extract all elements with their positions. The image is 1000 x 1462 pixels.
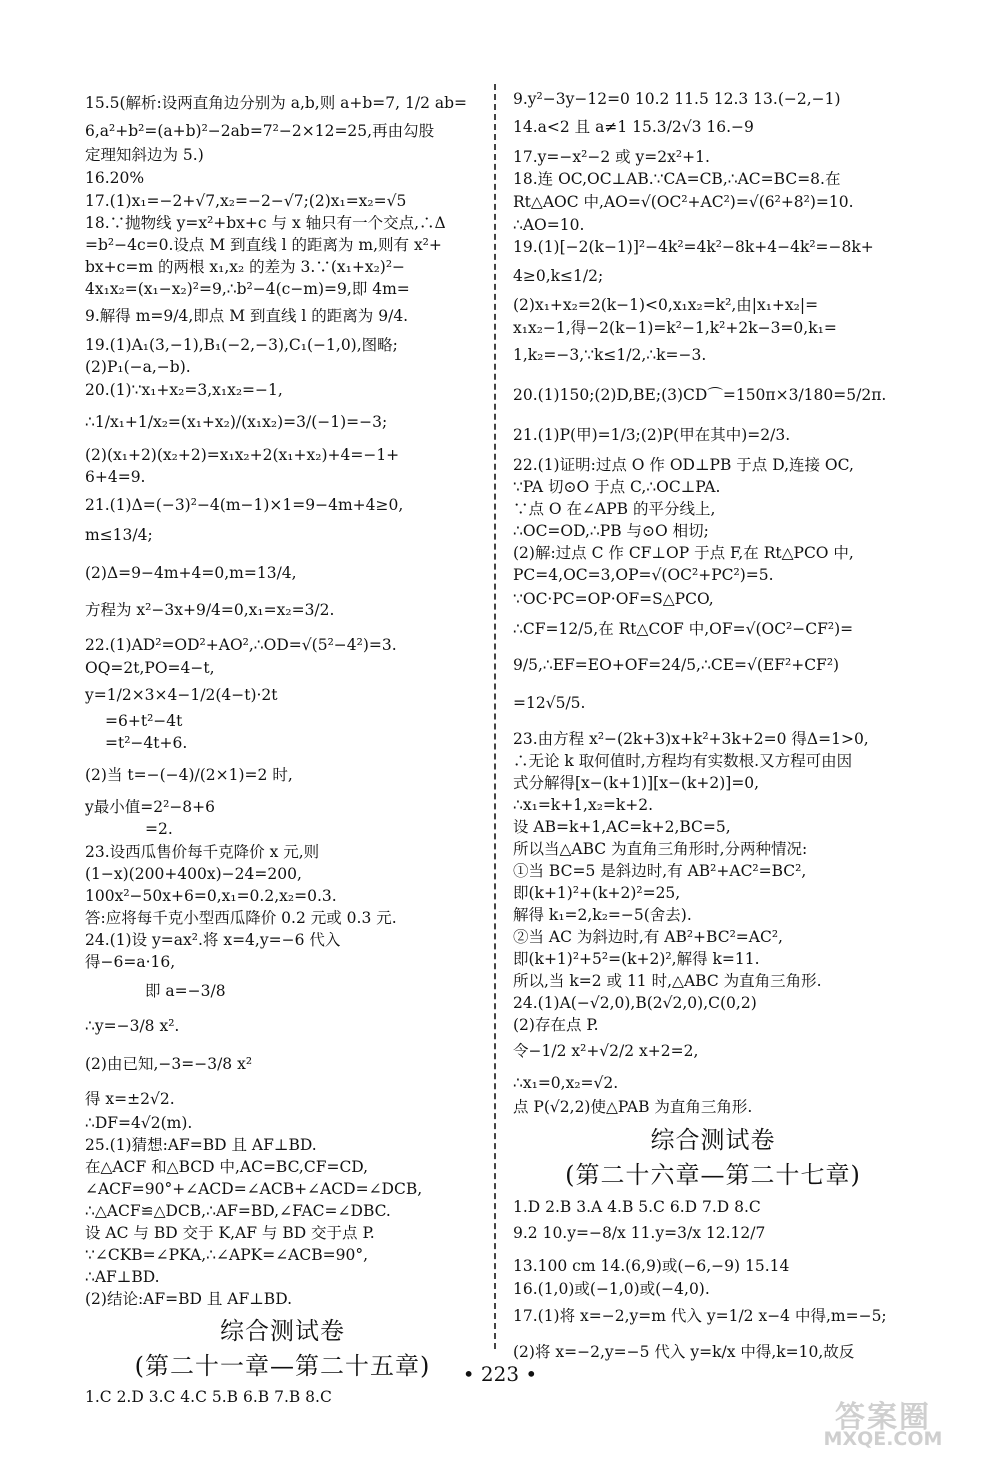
answer-line: 21.(1)Δ=(−3)²−4(m−1)×1=9−4m+4≥0, [85, 496, 404, 514]
answer-line: 15.5(解析:设两直角边分别为 a,b,则 a+b=7, 1/2 ab= [85, 94, 468, 112]
answer-line: ∴DF=4√2(m). [85, 1114, 193, 1132]
answer-line: 17.(1)将 x=−2,y=m 代入 y=1/2 x−4 中得,m=−5; [513, 1307, 887, 1325]
answer-line: bx+c=m 的两根 x₁,x₂ 的差为 3.∵(x₁+x₂)²− [85, 258, 406, 276]
answer-line: ②当 AC 为斜边时,有 AB²+BC²=AC², [513, 928, 783, 946]
answer-line: ①当 BC=5 是斜边时,有 AB²+AC²=BC², [513, 862, 807, 880]
answer-line: (2)Δ=9−4m+4=0,m=13/4, [85, 564, 297, 582]
answer-line: (2)将 x=−2,y=−5 代入 y=k/x 中得,k=10,故反 [513, 1343, 855, 1361]
answer-line: PC=4,OC=3,OP=√(OC²+PC²)=5. [513, 566, 774, 584]
watermark-url: MXQE.COM [823, 1428, 943, 1450]
answer-line: 式分解得[x−(k+1)][x−(k+2)]=0, [513, 774, 760, 792]
answer-line: 19.(1)[−2(k−1)]²−4k²=4k²−8k+4−4k²=−8k+ [513, 238, 874, 256]
answer-line: 18.连 OC,OC⊥AB.∵CA=CB,∴AC=BC=8.在 [513, 170, 841, 188]
answer-line: 即(k+1)²+5²=(k+2)²,解得 k=11. [513, 950, 760, 968]
answer-line: 100x²−50x+6=0,x₁=0.2,x₂=0.3. [85, 887, 337, 905]
answer-line: 16.20% [85, 169, 145, 187]
answer-line: 22.(1)证明:过点 O 作 OD⊥PB 于点 D,连接 OC, [513, 456, 854, 474]
answer-line: ∴1/x₁+1/x₂=(x₁+x₂)/(x₁x₂)=3/(−1)=−3; [85, 413, 388, 431]
answer-line: 在△ACF 和△BCD 中,AC=BC,CF=CD, [85, 1158, 369, 1176]
answer-line: Rt△AOC 中,AO=√(OC²+AC²)=√(6²+8²)=10. [513, 193, 854, 211]
answer-line: (2)解:过点 C 作 CF⊥OP 于点 F,在 Rt△PCO 中, [513, 544, 854, 562]
answer-line: (2)P₁(−a,−b). [85, 358, 191, 376]
answer-line: 得 x=±2√2. [85, 1090, 175, 1108]
answer-line: 6+4=9. [85, 468, 146, 486]
answer-line: 23.由方程 x²−(2k+3)x+k²+3k+2=0 得Δ=1>0, [513, 730, 869, 748]
answer-line: ∴△ACF≌△DCB,∴AF=BD,∠FAC=∠DBC. [85, 1202, 391, 1220]
answer-line: 设 AB=k+1,AC=k+2,BC=5, [513, 818, 731, 836]
answer-line: ∴CF=12/5,在 Rt△COF 中,OF=√(OC²−CF²)= [513, 620, 854, 638]
section-heading: 综合测试卷 [650, 1126, 776, 1154]
answer-line: 9.解得 m=9/4,即点 M 到直线 l 的距离为 9/4. [85, 307, 409, 325]
answer-line: (2)(x₁+2)(x₂+2)=x₁x₂+2(x₁+x₂)+4=−1+ [85, 446, 400, 464]
answer-line: 16.(1,0)或(−1,0)或(−4,0). [513, 1280, 710, 1298]
answer-line: 即 a=−3/8 [145, 982, 226, 1000]
answer-line: ∵∠CKB=∠PKA,∴∠APK=∠ACB=90°, [85, 1246, 369, 1264]
answer-line: ∵点 O 在∠APB 的平分线上, [513, 500, 716, 518]
answer-line: ∵OC·PC=OP·OF=S△PCO, [513, 590, 714, 608]
answer-line: 25.(1)猜想:AF=BD 且 AF⊥BD. [85, 1136, 317, 1154]
answer-line: 方程为 x²−3x+9/4=0,x₁=x₂=3/2. [85, 601, 335, 619]
answer-line: 所以,当 k=2 或 11 时,△ABC 为直角三角形. [513, 972, 822, 990]
answer-line: (1−x)(200+400x)−24=200, [85, 865, 302, 883]
answer-line: =12√5/5. [513, 694, 586, 712]
answer-line: ∴AO=10. [513, 216, 585, 234]
section-heading: 综合测试卷 [220, 1317, 345, 1345]
answer-line: =2. [145, 820, 173, 838]
answer-line: 所以当△ABC 为直角三角形时,分两种情况: [513, 840, 808, 858]
answer-line: 19.(1)A₁(3,−1),B₁(−2,−3),C₁(−1,0),图略; [85, 336, 398, 354]
answer-line: ∴AF⊥BD. [85, 1268, 160, 1286]
answer-line: 18.∵抛物线 y=x²+bx+c 与 x 轴只有一个交点,∴Δ [85, 214, 446, 232]
answer-line: 1.D 2.B 3.A 4.B 5.C 6.D 7.D 8.C [513, 1198, 761, 1216]
answer-line: 点 P(√2,2)使△PAB 为直角三角形. [513, 1098, 753, 1116]
answer-line: 解得 k₁=2,k₂=−5(舍去). [513, 906, 692, 924]
answer-line: 9.y²−3y−12=0 10.2 11.5 12.3 13.(−2,−1) [513, 90, 841, 108]
answer-line: 即(k+1)²+(k+2)²=25, [513, 884, 681, 902]
answer-line: 答:应将每千克小型西瓜降价 0.2 元或 0.3 元. [85, 909, 397, 927]
answer-line: 得−6=a·16, [85, 953, 176, 971]
answer-line: 17.y=−x²−2 或 y=2x²+1. [513, 148, 710, 166]
answer-line: 1.C 2.D 3.C 4.C 5.B 6.B 7.B 8.C [85, 1388, 332, 1406]
answer-line: 13.100 cm 14.(6,9)或(−6,−9) 15.14 [513, 1257, 790, 1275]
column-divider [494, 84, 496, 1349]
answer-line: ∴OC=OD,∴PB 与⊙O 相切; [513, 522, 709, 540]
answer-line: 20.(1)∵x₁+x₂=3,x₁x₂=−1, [85, 381, 283, 399]
answer-line: =t²−4t+6. [105, 734, 188, 752]
answer-line: 1,k₂=−3,∵k≤1/2,∴k=−3. [513, 346, 707, 364]
answer-line: 21.(1)P(甲)=1/3;(2)P(甲在其中)=2/3. [513, 426, 791, 444]
section-subheading: (第二十一章—第二十五章) [134, 1352, 431, 1380]
answer-line: y最小值=2²−8+6 [85, 798, 216, 816]
answer-line: 22.(1)AD²=OD²+AO²,∴OD=√(5²−4²)=3. [85, 636, 397, 654]
answer-line: 24.(1)A(−√2,0),B(2√2,0),C(0,2) [513, 994, 757, 1012]
answer-line: 4≥0,k≤1/2; [513, 267, 604, 285]
answer-line: ∴x₁=k+1,x₂=k+2. [513, 796, 654, 814]
answer-line: ∴y=−3/8 x². [85, 1017, 180, 1035]
answer-line: 设 AC 与 BD 交于 K,AF 与 BD 交于点 P. [85, 1224, 375, 1242]
answer-line: ∴x₁=0,x₂=√2. [513, 1074, 619, 1092]
answer-line: 24.(1)设 y=ax².将 x=4,y=−6 代入 [85, 931, 341, 949]
answer-line: =b²−4c=0.设点 M 到直线 l 的距离为 m,则有 x²+ [85, 236, 442, 254]
answer-line: ∴无论 k 取何值时,方程均有实数根.又方程可由因 [513, 752, 853, 770]
answer-line: 17.(1)x₁=−2+√7,x₂=−2−√7;(2)x₁=x₂=√5 [85, 192, 407, 210]
answer-line: ∠ACF=90°+∠ACD=∠ACB+∠ACD=∠DCB, [85, 1180, 423, 1198]
answer-line: x₁x₂−1,得−2(k−1)=k²−1,k²+2k−3=0,k₁= [513, 319, 837, 337]
answer-line: 4x₁x₂=(x₁−x₂)²=9,∴b²−4(c−m)=9,即 4m= [85, 280, 410, 298]
answer-line: 9.2 10.y=−8/x 11.y=3/x 12.12/7 [513, 1224, 766, 1242]
answer-line: (2)存在点 P. [513, 1016, 599, 1034]
answer-line: ∵PA 切⊙O 于点 C,∴OC⊥PA. [513, 478, 721, 496]
answer-line: y=1/2×3×4−1/2(4−t)·2t [85, 686, 278, 704]
page-number: • 223 • [462, 1362, 538, 1386]
answer-line: (2)x₁+x₂=2(k−1)<0,x₁x₂=k²,由|x₁+x₂|= [513, 296, 819, 314]
answer-line: (2)由已知,−3=−3/8 x² [85, 1055, 253, 1073]
answer-line: m≤13/4; [85, 526, 153, 544]
watermark-text: 答案圈 [835, 1400, 931, 1435]
answer-line: 23.设西瓜售价每千克降价 x 元,则 [85, 843, 320, 861]
watermark-logo [788, 1392, 978, 1450]
answer-line: 20.(1)150;(2)D,BE;(3)CD⌒=150π×3/180=5/2π. [513, 386, 887, 404]
answer-line: 9/5,∴EF=EO+OF=24/5,∴CE=√(EF²+CF²) [513, 656, 840, 674]
answer-line: (2)结论:AF=BD 且 AF⊥BD. [85, 1290, 293, 1308]
answer-line: 定理知斜边为 5.) [85, 146, 204, 164]
section-subheading: (第二十六章—第二十七章) [565, 1161, 861, 1189]
answer-line: 6,a²+b²=(a+b)²−2ab=7²−2×12=25,再由勾股 [85, 122, 435, 140]
answer-line: 令−1/2 x²+√2/2 x+2=2, [513, 1042, 699, 1060]
answer-line: =6+t²−4t [105, 712, 183, 730]
answer-line: (2)当 t=−(−4)/(2×1)=2 时, [85, 766, 293, 784]
answer-line: OQ=2t,PO=4−t, [85, 659, 215, 677]
answer-line: 14.a<2 且 a≠1 15.3/2√3 16.−9 [513, 118, 754, 136]
